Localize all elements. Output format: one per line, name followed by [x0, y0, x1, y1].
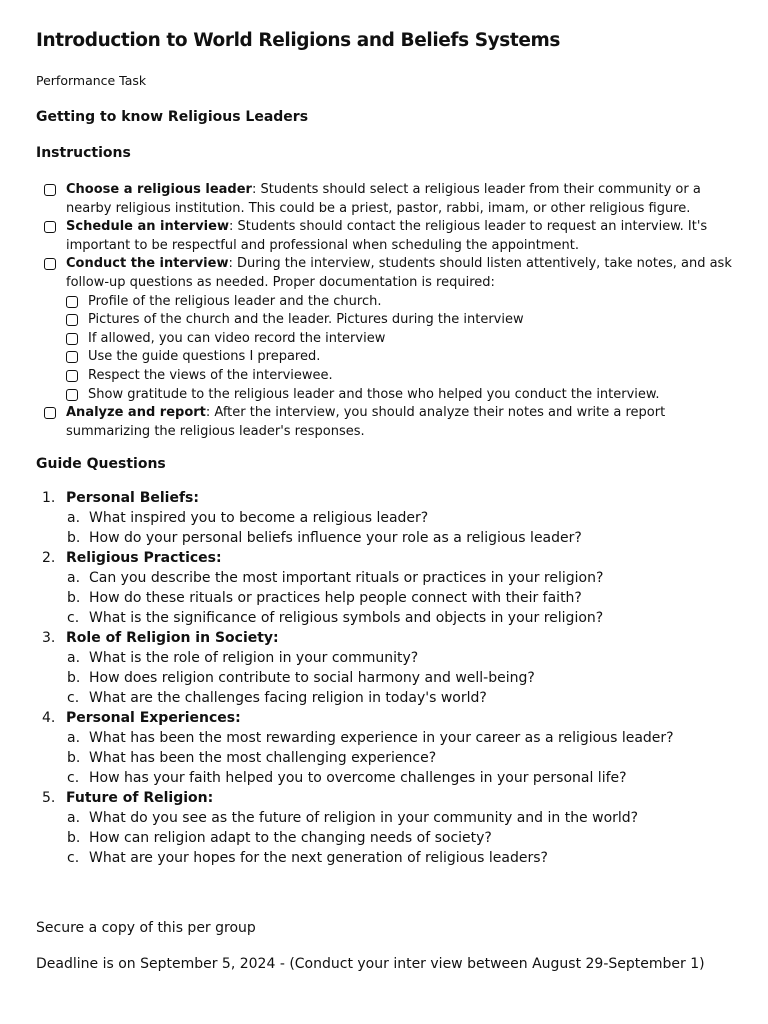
instruction-item [44, 181, 744, 218]
documentation-text: Use the guide questions I prepared. [88, 349, 321, 365]
question-item [42, 508, 762, 528]
instruction-text-cont: nearby religious institution. This could be a priest, pastor, rabbi, imam, or other religious figure. [66, 200, 691, 216]
question-letter: a. [67, 510, 81, 526]
instruction-text: : During the interview, students should listen attentively, take notes, and ask [228, 256, 732, 272]
instruction-text-cont: follow-up questions as needed. Proper documentation is required: [66, 274, 495, 290]
question-text: How has your faith helped you to overcome challenges in your personal life? [89, 770, 627, 786]
checkbox[interactable] [66, 389, 78, 401]
question-group [42, 488, 762, 508]
section-heading-leaders: Getting to know Religious Leaders [36, 109, 309, 125]
instruction-title: Conduct the interview [66, 256, 229, 272]
question-letter: a. [67, 810, 81, 826]
instruction-text-cont: important to be respectful and professional when scheduling the appointment. [66, 237, 580, 253]
documentation-text: Show gratitude to the religious leader and those who helped you conduct the interview. [88, 386, 660, 402]
question-letter: a. [67, 570, 81, 586]
instruction-title: Choose a religious leader [66, 182, 252, 197]
instruction-title: Schedule an interview [66, 219, 229, 235]
deadline-note: Deadline is on September 5, 2024 - (Conduct your inter view between August 29-September 1) [36, 956, 705, 972]
question-title: Religious Practices: [66, 550, 222, 566]
question-item [42, 748, 762, 768]
instruction-title: Analyze and report [66, 405, 206, 421]
checkbox[interactable] [66, 314, 78, 326]
question-letter: a. [67, 650, 81, 666]
question-number: 3. [42, 630, 56, 646]
question-item [42, 608, 762, 628]
question-letter: b. [67, 590, 81, 606]
question-text: What are the challenges facing religion in today's world? [89, 690, 487, 706]
question-number: 5. [42, 790, 56, 806]
checkbox[interactable] [44, 221, 56, 233]
documentation-item [66, 330, 744, 349]
question-text: What has been the most challenging experience? [89, 750, 437, 766]
question-item [42, 688, 762, 708]
question-text: What inspired you to become a religious leader? [89, 510, 429, 526]
question-group [42, 548, 762, 568]
question-number: 1. [42, 490, 56, 506]
question-item [42, 648, 762, 668]
page-title: Introduction to World Religions and Beliefs Systems [36, 30, 560, 51]
question-title: Personal Experiences: [66, 710, 241, 726]
question-number: 4. [42, 710, 56, 726]
documentation-text: Respect the views of the interviewee. [88, 367, 333, 383]
question-group [42, 628, 762, 648]
documentation-item [66, 293, 744, 312]
instruction-text: : Students should contact the religious leader to request an interview. It's [228, 219, 708, 235]
checkbox[interactable] [66, 333, 78, 345]
question-item [42, 828, 762, 848]
question-text: Can you describe the most important rituals or practices in your religion? [89, 570, 604, 586]
question-text: What has been the most rewarding experience in your career as a religious leader? [89, 730, 674, 746]
instruction-item [44, 218, 744, 255]
question-item [42, 768, 762, 788]
checkbox[interactable] [66, 370, 78, 382]
question-text: How does religion contribute to social harmony and well-being? [89, 670, 535, 686]
question-item [42, 728, 762, 748]
question-letter: c. [67, 690, 80, 706]
question-item [42, 568, 762, 588]
documentation-text: If allowed, you can video record the interview [88, 330, 386, 346]
question-text: How do your personal beliefs influence your role as a religious leader? [89, 530, 582, 546]
documentation-item [66, 348, 744, 367]
question-text: What do you see as the future of religion in your community and in the world? [89, 810, 639, 826]
question-text: How do these rituals or practices help people connect with their faith? [89, 590, 582, 606]
question-text: How can religion adapt to the changing needs of society? [89, 830, 492, 846]
guide-questions-list [42, 488, 762, 868]
copy-note: Secure a copy of this per group [36, 920, 256, 936]
documentation-sublist [44, 293, 744, 405]
checkbox[interactable] [66, 351, 78, 363]
question-letter: b. [67, 750, 81, 766]
question-letter: b. [67, 830, 81, 846]
question-text: What are your hopes for the next generation of religious leaders? [89, 850, 548, 866]
question-letter: b. [67, 670, 81, 686]
question-title: Personal Beliefs: [66, 490, 199, 506]
documentation-item [66, 386, 744, 405]
guide-questions-heading: Guide Questions [36, 456, 166, 472]
instruction-item [44, 255, 744, 292]
question-group [42, 788, 762, 808]
checkbox[interactable] [44, 258, 56, 270]
documentation-text: Pictures of the church and the leader. Pictures during the interview [88, 312, 524, 328]
question-title: Future of Religion: [66, 790, 214, 806]
question-item [42, 808, 762, 828]
checkbox[interactable] [44, 184, 56, 196]
question-number: 2. [42, 550, 56, 566]
instruction-text: : Students should select a religious leader from their community or a [251, 182, 701, 197]
checkbox[interactable] [44, 407, 56, 419]
checkbox[interactable] [66, 296, 78, 308]
instructions-heading: Instructions [36, 145, 131, 161]
question-group [42, 708, 762, 728]
question-item [42, 668, 762, 688]
instruction-text: : After the interview, you should analyze their notes and write a report [205, 405, 666, 421]
question-letter: c. [67, 610, 80, 626]
documentation-text: Profile of the religious leader and the church. [88, 293, 382, 309]
instruction-item [44, 404, 744, 441]
documentation-item [66, 311, 744, 330]
question-item [42, 588, 762, 608]
instructions-list [44, 181, 744, 441]
documentation-item [66, 367, 744, 386]
question-letter: a. [67, 730, 81, 746]
page-subtitle: Performance Task [36, 73, 147, 88]
question-item [42, 528, 762, 548]
question-letter: c. [67, 850, 80, 866]
question-text: What is the role of religion in your community? [89, 650, 419, 666]
question-letter: c. [67, 770, 80, 786]
question-text: What is the significance of religious symbols and objects in your religion? [89, 610, 604, 626]
question-title: Role of Religion in Society: [66, 630, 279, 646]
instruction-text-cont: summarizing the religious leader's responses. [66, 423, 365, 439]
question-letter: b. [67, 530, 81, 546]
question-item [42, 848, 762, 868]
